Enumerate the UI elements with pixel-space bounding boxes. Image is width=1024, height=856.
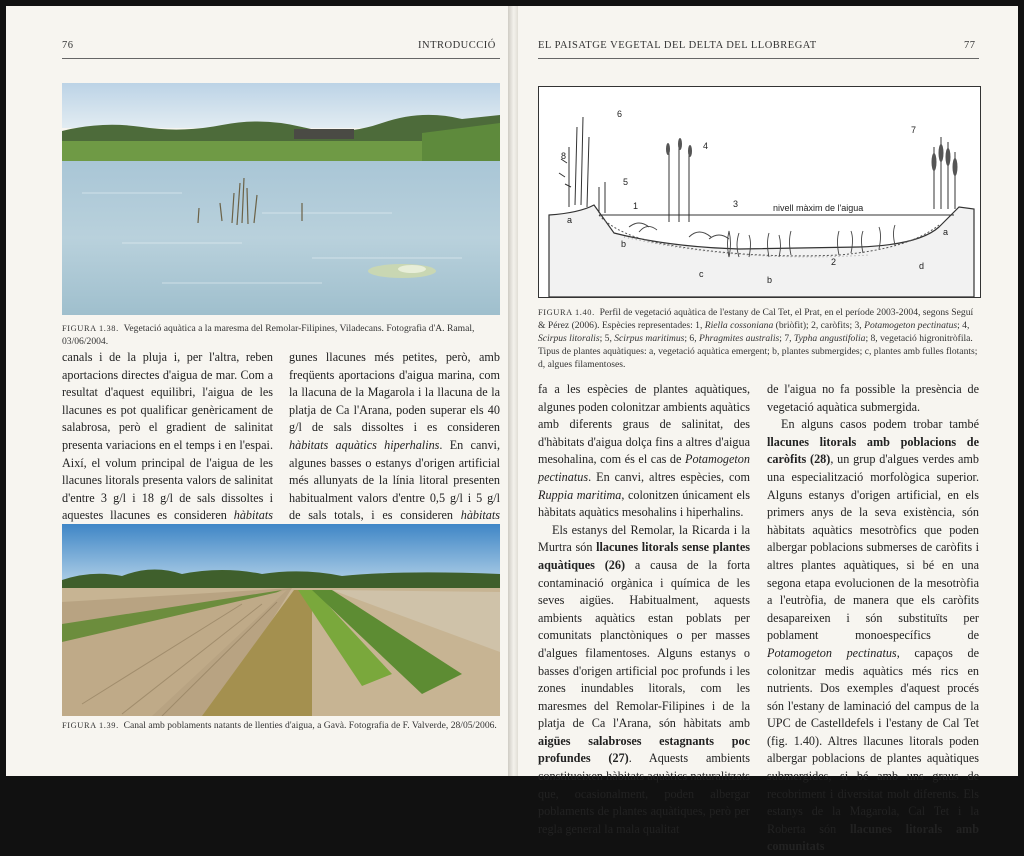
right-page-number: 77	[964, 40, 976, 51]
figure-1-39-caption	[62, 719, 500, 732]
marsh-photo-image	[62, 83, 500, 315]
diagram-label-7: 7	[911, 125, 917, 135]
right-running-head: EL PAISATGE VEGETAL DEL DELTA DEL LLOBREGAT	[538, 40, 817, 51]
figure-1-40-caption	[538, 306, 979, 371]
col2-italic-2: hàbitats	[460, 508, 500, 523]
diagram-letter-c: c	[699, 269, 704, 279]
diagram-letter-b-left: b	[621, 239, 627, 249]
col1-text: canals i de la pluja i, per l'altra, reben aportacions directes d'aigua de mar. Com a resultat d'aquest equilibri, l'aigua de les llacunes es pot qualificar genèricament de salabrosa, però el gradient de salinitat presenta variacions en el temps i en l'espai. Així, el volum principal de l'aigua de les llacunes litorals presenta valors de salinitat d'entre 3 g/l i 18 g/l de sals dissoltes i aquestes llacunes es consideren	[62, 350, 273, 523]
diagram-letter-a-left: a	[567, 215, 573, 225]
diagram-label-1: 1	[633, 201, 639, 211]
col2-text: gunes llacunes més petites, però, amb freqüents aportacions d'aigua marina, com la llacuna de la Magarola i la llacuna de la platja de Ca l'Arana, poden superar els 40 g/l de sals dissoltes i es consideren	[289, 350, 500, 435]
figure-1-38-label: FIGURA 1.38.	[62, 324, 119, 333]
left-text-column-1	[62, 349, 273, 543]
diagram-letter-a-right: a	[943, 227, 949, 237]
col1-italic: hàbitats	[233, 508, 273, 523]
right-text-column-1: fa a les espècies de plantes aquàtiques, algunes poden colonitzar ambients aquàtics amb diferents graus de salinitat, des d'hàbitats d'aigua dolça fins a altres d'aigua mesohalina, com és el cas de Potamogeton pectinatus. En canvi, altres espècies, com Ruppia maritima, colonitzen únicament els hàbitats aquàtics mesohalins i hiperhalins. Els estanys del Remolar, la Ricarda i la Murtra són llacunes litorals sense plantes aquàtiques (26) a causa de la forta contaminació orgànica i química de les seves aigües. Habitualment, aquests ambients aquàtics estan poblats per comunitats planctòniques o per masses d'algues filamentoses. Alguns estanys o basses d'origen artificial poc profunds i les zones inundables litorals, com les maresmes del Remolar-Filipines i de la platja de Ca l'Arana, són hàbitats amb aigües salabroses estagnants poc profundes (27). Aquests ambients constitueixen hàbitats aquàtics naturalitzats que, ocasionalment, poden albergar poblaments de plantes aquàtiques, però per regla general la mala qualitat	[538, 382, 751, 836]
diagram-label-6: 6	[617, 109, 623, 119]
left-running-head: INTRODUCCIÓ	[418, 40, 496, 51]
canal-photo-image	[62, 524, 500, 716]
vegetation-profile-diagram	[539, 87, 980, 297]
figure-1-39-photo	[62, 524, 500, 716]
figure-1-38-caption-text: Vegetació aquàtica a la maresma del Remolar-Filipines, Viladecans. Fotografia d'A. Ramal, 03/06/2004.	[62, 323, 475, 347]
diagram-label-4: 4	[703, 141, 709, 151]
right-header-rule	[538, 58, 979, 59]
diagram-label-8: 8	[561, 151, 567, 161]
figure-1-40-caption-text: Perfil de vegetació aquàtica de l'estany de Cal Tet, el Prat, en el període 2003-2004, segons Seguí & Pérez (2006). Espècies representades: 1, Riella cossoniana (briòfit); 2, caròfits; 3, Potamogeton pectinatus; 4, Scirpus litoralis; 5, Scirpus maritimus; 6, Phragmites australis; 7, Typha angustifolia; 8, vegetació higronitròfila. Tipus de plantes aquàtiques: a, vegetació aquàtica emergent; b, plantes submergides; c, plantes amb fulles flotants; d, algues filamentoses.	[538, 307, 978, 370]
figure-1-38-photo	[62, 83, 500, 315]
left-page-number: 76	[62, 40, 74, 51]
left-header-rule	[62, 58, 500, 59]
col2-italic-1: hàbitats aquàtics hiperhalins	[289, 437, 440, 452]
diagram-letter-d: d	[919, 261, 925, 271]
col2-text-2: . En canvi, algunes basses o estanys d'origen artificial més allunyats de la línia litoral presenten habitualment valors d'entre 0,5 g/l i 5 g/l de sals totals, i es consideren	[289, 437, 500, 523]
diagram-letter-b-mid: b	[767, 275, 773, 285]
diagram-label-2: 2	[831, 257, 837, 267]
water-level-label: nivell màxim de l'aigua	[773, 203, 864, 213]
diagram-label-3: 3	[733, 199, 739, 209]
figure-1-40-label: FIGURA 1.40.	[538, 308, 595, 317]
diagram-label-5: 5	[623, 177, 629, 187]
figure-1-39-label: FIGURA 1.39.	[62, 721, 119, 730]
left-text-column-2	[289, 349, 500, 543]
figure-1-39-caption-text: Canal amb poblaments natants de llenties d'aigua, a Gavà. Fotografia de F. Valverde, 28/05/2006.	[123, 720, 497, 731]
right-text-column-2: de l'aigua no fa possible la presència de vegetació aquàtica submergida. En alguns casos podem trobar també llacunes litorals amb poblacions de caròfits (28), un grup d'algues verdes amb una especialització morfològica superior. Alguns estanys d'origen artificial, en els primers anys de la seva existència, són hàbitats aquàtics mesotròfics que poden albergar poblacions submerses de caròfits i altres plantes aquàtiques, si bé en una segona etapa evolucionen de la mesotròfia a l'eutròfia, de manera que els caròfits desapareixen i són substituïts per poblament monoespecífics de Potamogeton pectinatus, capaços de colonitzar medis aquàtics més rics en nutrients. Dos exemples d'aquest procés són l'estany de laminació del campus de la UPC de Castelldefels i l'estany de Cal Tet (fig. 1.40). Altres llacunes litorals poden albergar poblacions de plantes aquàtiques submergides, si bé amb uns graus de recobriment i diversitat molt diferents. Els estanys de la Magarola, Cal Tet i la Roberta són llacunes litorals amb comunitats	[767, 382, 980, 854]
figure-1-38-caption	[62, 322, 500, 348]
figure-1-40-diagram	[538, 86, 981, 298]
